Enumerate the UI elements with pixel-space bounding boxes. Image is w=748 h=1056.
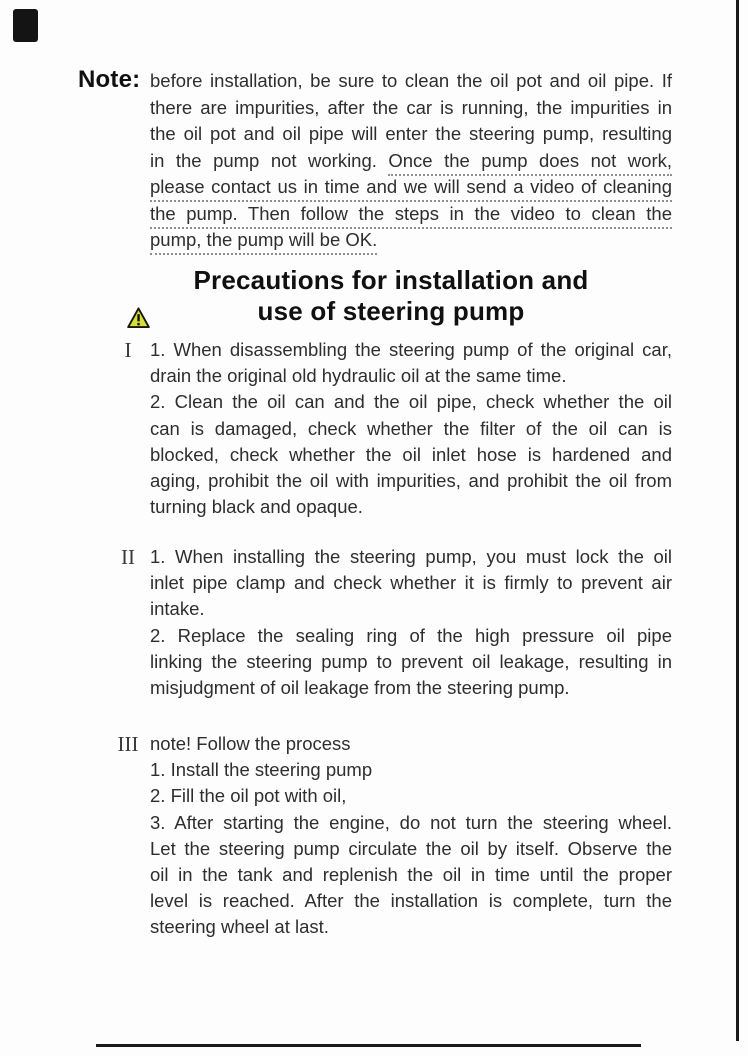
scan-artifact-top-left bbox=[13, 9, 38, 42]
text-line: inlet pipe clamp and check whether it is firmly to prevent air bbox=[150, 572, 672, 594]
section-2-body bbox=[150, 544, 672, 701]
note-line bbox=[150, 201, 672, 228]
warning-triangle-svg bbox=[127, 307, 150, 329]
note-line: before installation, be sure to clean the oil pot and oil pipe. If bbox=[150, 70, 672, 91]
dotted-underlined-text: pump, the pump will be OK. bbox=[150, 229, 377, 255]
text-line: level is reached. After the installation is complete, turn the bbox=[150, 890, 672, 912]
dotted-underlined-text: Once the pump does not work, bbox=[388, 150, 672, 176]
note-paragraph bbox=[150, 68, 672, 254]
note-line: there are impurities, after the car is running, the impurities in bbox=[150, 96, 672, 118]
note-line bbox=[150, 227, 672, 254]
page-title bbox=[110, 265, 672, 327]
text-line: 2. Clean the oil can and the oil pipe, check whether the oil bbox=[150, 391, 672, 413]
section-numeral-2: II bbox=[121, 545, 135, 569]
note-line: the oil pot and oil pipe will enter the steering pump, resulting bbox=[150, 123, 672, 144]
section-numeral-1: I bbox=[124, 338, 132, 362]
text-line: misjudgment of oil leakage from the steering pump. bbox=[150, 677, 570, 699]
text-line: oil in the tank and replenish the oil in time until the proper bbox=[150, 864, 672, 886]
scan-artifact-bottom-edge bbox=[96, 1044, 641, 1047]
text-line: 3. After starting the engine, do not turn the steering wheel. bbox=[150, 811, 672, 833]
note-line bbox=[150, 148, 672, 175]
text-line: Let the steering pump circulate the oil by itself. Observe the bbox=[150, 837, 672, 859]
text-line: intake. bbox=[150, 598, 205, 620]
note-label: Note: bbox=[78, 66, 141, 93]
text-line: 2. Fill the oil pot with oil, bbox=[150, 785, 347, 807]
text-line: 1. When installing the steering pump, you must lock the oil bbox=[150, 546, 672, 567]
warning-triangle-icon bbox=[127, 307, 150, 329]
text-line: blocked, check whether the oil inlet hose is hardened and bbox=[150, 443, 672, 465]
dotted-underlined-text: the pump. Then follow the steps in the video to clean the bbox=[150, 203, 672, 229]
section-3-body bbox=[150, 731, 672, 941]
text-line: 2. Replace the sealing ring of the high pressure oil pipe bbox=[150, 624, 672, 646]
note-line bbox=[150, 174, 672, 201]
section-1-body bbox=[150, 337, 672, 520]
text-line: turning black and opaque. bbox=[150, 496, 363, 518]
page-title-line-1: Precautions for installation and bbox=[193, 265, 589, 295]
dotted-underlined-text: please contact us in time and we will send a video of cleaning bbox=[150, 176, 672, 202]
text-line: steering wheel at last. bbox=[150, 916, 329, 938]
text-line: can is damaged, check whether the filter of the oil can is bbox=[150, 417, 672, 439]
section-numeral-3: III bbox=[117, 732, 139, 756]
text-line: 1. When disassembling the steering pump of the original car, bbox=[150, 339, 672, 360]
text-line: drain the original old hydraulic oil at the same time. bbox=[150, 365, 567, 387]
text-line: 1. Install the steering pump bbox=[150, 759, 373, 781]
scan-artifact-right-edge bbox=[736, 0, 739, 1041]
note-line-plain-text: in the pump not working. bbox=[150, 149, 389, 171]
text-line: aging, prohibit the oil with impurities, and prohibit the oil from bbox=[150, 470, 672, 492]
text-line: linking the steering pump to prevent oil leakage, resulting in bbox=[150, 650, 672, 672]
text-line: note! Follow the process bbox=[150, 733, 351, 754]
page-title-line-2: use of steering pump bbox=[257, 296, 525, 326]
